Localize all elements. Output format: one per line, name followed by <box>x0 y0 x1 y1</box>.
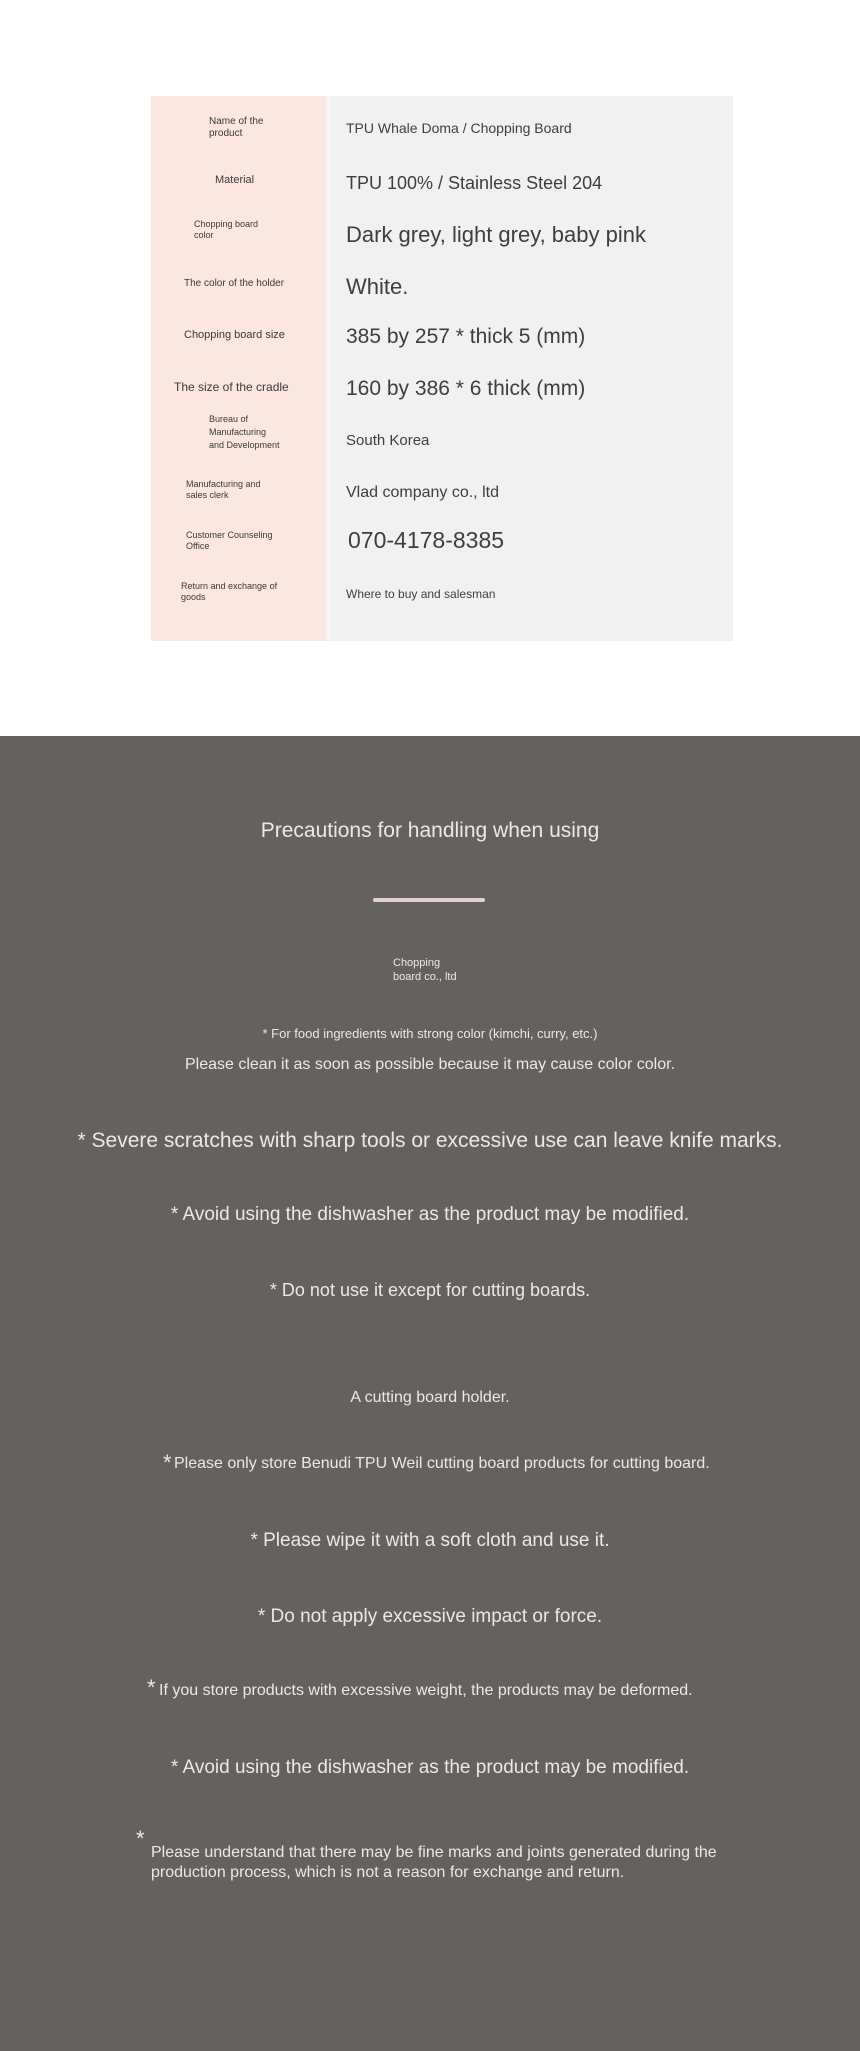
spec-value-product-name: TPU Whale Doma / Chopping Board <box>346 120 572 136</box>
holder-section-label: A cutting board holder. <box>350 1389 510 1406</box>
spec-label-board-color: Chopping board color <box>194 219 259 240</box>
spec-label-board-size: Chopping board size <box>184 329 285 341</box>
spec-label-customer-counseling: Customer Counseling Office <box>186 530 273 551</box>
spec-label-return-exchange: Return and exchange of goods <box>181 581 278 602</box>
spec-label-material: Material <box>215 174 255 186</box>
spec-label-sales-clerk: Manufacturing and sales clerk <box>186 479 261 500</box>
spec-value-customer-counseling: 070-4178-8385 <box>348 527 505 553</box>
spec-value-cradle-size: 160 by 386 * 6 thick (mm) <box>346 377 586 400</box>
precautions-section <box>0 736 860 2051</box>
store-only-note: Please only store Benudi TPU Weil cutting board products for cutting board. <box>174 1455 710 1472</box>
excessive-weight-note: If you store products with excessive weight, the products may be deformed. <box>159 1682 693 1699</box>
spec-value-holder-color: White. <box>346 274 409 299</box>
dishwasher-note-repeat: * Avoid using the dishwasher as the product may be modified. <box>170 1757 690 1778</box>
food-ingredients-note: * For food ingredients with strong color (kimchi, curry, etc.) <box>262 1026 598 1041</box>
product-info-section <box>0 0 860 736</box>
cutting-boards-only-note: * Do not use it except for cutting boards. <box>269 1280 591 1300</box>
cutting-board-section-label: Chopping board co., ltd <box>393 957 457 984</box>
spec-label-cradle-size: The size of the cradle <box>174 380 289 394</box>
title-underline <box>373 898 485 902</box>
soft-cloth-note: * Please wipe it with a soft cloth and use it. <box>250 1530 610 1551</box>
dishwasher-note: * Avoid using the dishwasher as the product may be modified. <box>170 1204 690 1225</box>
spec-value-return-exchange: Where to buy and salesman <box>346 587 496 601</box>
spec-label-holder-color: The color of the holder <box>184 278 285 289</box>
spec-value-material: TPU 100% / Stainless Steel 204 <box>346 173 603 193</box>
column-divider <box>326 96 330 641</box>
spec-value-sales-clerk: Vlad company co., ltd <box>346 484 499 501</box>
spec-value-board-color: Dark grey, light grey, baby pink <box>346 222 646 247</box>
spec-label-manufacturing-bureau: Bureau of Manufacturing and Development <box>209 414 280 451</box>
fine-marks-note: Please understand that there may be fine marks and joints generated during the production process, which is not a reason for exchange and return. <box>151 1844 717 1881</box>
precautions-title: Precautions for handling when using <box>260 819 600 842</box>
spec-value-board-size: 385 by 257 * thick 5 (mm) <box>346 325 586 348</box>
spec-label-product-name: Name of the product <box>209 116 264 139</box>
spec-table <box>151 96 733 641</box>
asterisk-mark: * <box>136 1826 145 1851</box>
excessive-impact-note: * Do not apply excessive impact or force. <box>257 1606 603 1627</box>
asterisk-mark: * <box>147 1675 156 1700</box>
spec-value-manufacturing-bureau: South Korea <box>346 432 430 449</box>
scratches-note: * Severe scratches with sharp tools or excessive use can leave knife marks. <box>77 1129 783 1152</box>
asterisk-mark: * <box>163 1450 172 1475</box>
clean-soon-note: Please clean it as soon as possible because it may cause color color. <box>184 1056 676 1073</box>
